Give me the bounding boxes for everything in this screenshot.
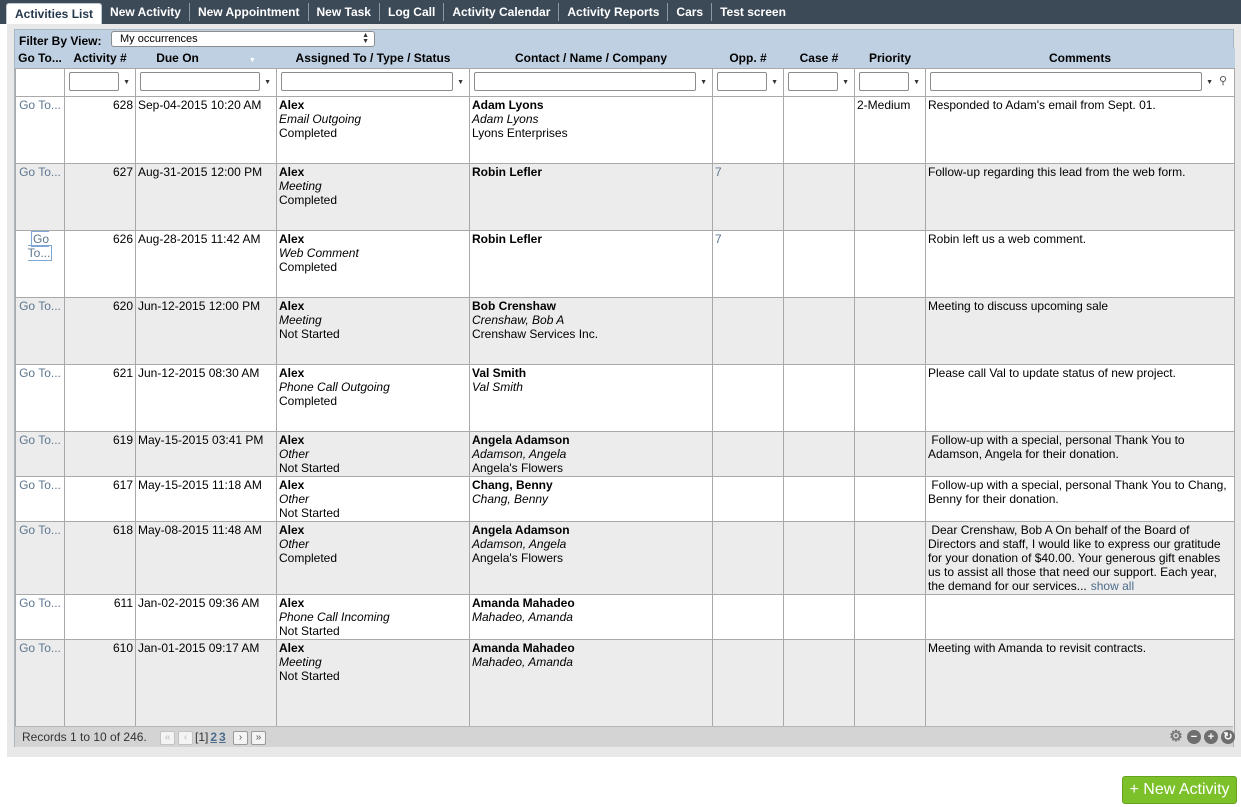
activity-type: Meeting — [279, 654, 322, 669]
comment-cell — [926, 163, 1235, 230]
assigned-cell — [277, 431, 470, 476]
goto-link[interactable]: Go To... — [19, 97, 61, 112]
prev-page-button[interactable]: ‹ — [178, 731, 193, 745]
assigned-to: Alex — [279, 595, 305, 610]
col-case[interactable]: Case # — [784, 48, 855, 68]
contact: Chang, Benny — [472, 477, 553, 492]
contact-name: Crenshaw, Bob A — [472, 312, 565, 327]
activity-num: 618 — [65, 521, 136, 594]
pager-bar — [15, 726, 1233, 747]
contact-name: Mahadeo, Amanda — [472, 654, 573, 669]
goto-cell — [16, 521, 65, 594]
contact-cell — [470, 431, 713, 476]
activities-table — [15, 48, 1235, 735]
due-on: Jan-02-2015 09:36 AM — [136, 594, 277, 639]
goto-link[interactable]: Go To... — [19, 595, 61, 610]
comment-cell — [926, 476, 1235, 521]
sort-desc-icon: ▼ — [248, 56, 256, 64]
comment-cell — [926, 364, 1235, 431]
activity-status: Not Started — [279, 326, 340, 341]
contact-cell — [470, 639, 713, 734]
table-row — [16, 297, 1235, 364]
tab-new-activity[interactable]: New Activity — [102, 3, 190, 21]
comment: Follow-up regarding this lead from the web form. — [928, 164, 1186, 179]
contact-cell — [470, 230, 713, 297]
assigned-to: Alex — [279, 432, 305, 447]
plus-icon[interactable]: + — [1204, 730, 1218, 744]
contact: Angela Adamson — [472, 432, 570, 447]
tab-activities-list[interactable]: Activities List — [6, 3, 102, 24]
assigned-cell — [277, 163, 470, 230]
goto-cell — [16, 163, 65, 230]
comment: Follow-up with a special, personal Thank You to Chang, Benny for their donation. — [928, 477, 1230, 506]
filter-row — [16, 68, 1235, 96]
filter-cell — [926, 68, 1235, 96]
company: Angela's Flowers — [472, 550, 563, 565]
case-num — [784, 297, 855, 364]
filter-cell — [136, 68, 277, 96]
case-num — [784, 639, 855, 734]
assigned-cell — [277, 639, 470, 734]
contact: Amanda Mahadeo — [472, 640, 575, 655]
filter-cell — [65, 68, 136, 96]
due-on: Jun-12-2015 08:30 AM — [136, 364, 277, 431]
filter-cell — [713, 68, 784, 96]
assigned-cell — [277, 364, 470, 431]
activity-status: Completed — [279, 125, 338, 140]
table-row — [16, 431, 1235, 476]
col-assigned[interactable]: Assigned To / Type / Status — [277, 48, 470, 68]
grid-panel — [7, 24, 1241, 757]
contact: Adam Lyons — [472, 97, 544, 112]
contact: Robin Lefler — [472, 231, 543, 246]
activity-num: 620 — [65, 297, 136, 364]
company: Crenshaw Services Inc. — [472, 326, 599, 341]
activity-num: 626 — [65, 230, 136, 297]
contact-cell — [470, 163, 713, 230]
filter-cell — [855, 68, 926, 96]
refresh-icon[interactable]: ↻ — [1221, 730, 1235, 744]
comment-cell — [926, 639, 1235, 734]
table-row — [16, 476, 1235, 521]
contact: Amanda Mahadeo — [472, 595, 575, 610]
due-on: Jun-12-2015 12:00 PM — [136, 297, 277, 364]
assigned-to: Alex — [279, 231, 305, 246]
case-num — [784, 364, 855, 431]
last-page-button[interactable]: » — [251, 731, 266, 745]
contact-cell — [470, 364, 713, 431]
chevron-down-icon[interactable]: ▼ — [771, 78, 778, 86]
comment: Dear Crenshaw, Bob A On behalf of the Board of Directors and staff, I would like to express our gratitude for your donation of $40.00. Your generous gift enables us to assist all those that need our support. Each year, the demand for our services... — [928, 522, 1224, 593]
activity-status: Not Started — [279, 505, 340, 520]
activity-num: 628 — [65, 96, 136, 163]
goto-cell — [16, 431, 65, 476]
goto-cell — [16, 476, 65, 521]
activity-type: Meeting — [279, 178, 322, 193]
view-select[interactable] — [111, 31, 375, 47]
opp-num — [713, 476, 784, 521]
filter-comments[interactable] — [930, 72, 1227, 91]
tab-bar — [0, 0, 1241, 24]
tab-cars[interactable]: Cars — [668, 3, 712, 21]
chevron-down-icon[interactable]: ▼ — [842, 78, 849, 86]
goto-link[interactable]: Go To... — [19, 477, 61, 492]
case-num — [784, 230, 855, 297]
activity-type: Other — [279, 491, 310, 506]
priority — [855, 297, 926, 364]
comment-cell — [926, 96, 1235, 163]
filter-cell — [277, 68, 470, 96]
tab-activity-calendar[interactable]: Activity Calendar — [444, 3, 559, 21]
goto-link[interactable]: Go To... — [19, 365, 61, 380]
contact-cell — [470, 96, 713, 163]
filter-cell — [784, 68, 855, 96]
contact-name: Adamson, Angela — [472, 446, 567, 461]
chevron-down-icon[interactable]: ▼ — [123, 78, 130, 86]
opp-num — [713, 163, 784, 230]
next-page-button[interactable]: › — [233, 731, 248, 745]
assigned-cell — [277, 96, 470, 163]
goto-link[interactable]: Go To... — [19, 432, 61, 447]
goto-cell — [16, 96, 65, 163]
contact-name: Mahadeo, Amanda — [472, 609, 573, 624]
due-on: May-15-2015 03:41 PM — [136, 431, 277, 476]
priority: 2-Medium — [855, 96, 926, 163]
goto-cell — [16, 230, 65, 297]
contact-cell — [470, 521, 713, 594]
contact: Bob Crenshaw — [472, 298, 557, 313]
col-priority[interactable]: Priority — [855, 48, 926, 68]
table-row — [16, 230, 1235, 297]
assigned-cell — [277, 230, 470, 297]
activity-num: 619 — [65, 431, 136, 476]
table-row — [16, 163, 1235, 230]
priority — [855, 163, 926, 230]
new-activity-button[interactable]: + New Activity — [1122, 776, 1237, 804]
goto-link[interactable]: Go To... — [27, 231, 51, 260]
comment: Follow-up with a special, personal Thank You to Adamson, Angela for their donation. — [928, 432, 1188, 461]
records-count: Records 1 to 10 of 246. — [22, 730, 147, 744]
contact-cell — [470, 297, 713, 364]
contact: Val Smith — [472, 365, 527, 380]
priority — [855, 639, 926, 734]
chevron-down-icon[interactable]: ▼ — [264, 78, 271, 86]
activity-status: Not Started — [279, 460, 340, 475]
contact-cell — [470, 594, 713, 639]
due-on: May-15-2015 11:18 AM — [136, 476, 277, 521]
first-page-button[interactable]: « — [160, 731, 175, 745]
filter-contact[interactable] — [474, 72, 707, 91]
filter-funnel-icon[interactable]: ⚲ — [1218, 74, 1227, 87]
comment-cell — [926, 521, 1235, 594]
activities-grid — [14, 29, 1234, 747]
contact-name: Chang, Benny — [472, 491, 549, 506]
view-select-value: My occurrences — [120, 33, 198, 45]
goto-link[interactable]: Go To... — [19, 640, 61, 655]
page-link-3[interactable]: 3 — [219, 730, 226, 744]
col-due-on[interactable] — [136, 48, 277, 68]
gear-icon[interactable]: ⚙ — [1169, 728, 1183, 745]
activity-type: Email Outgoing — [279, 111, 362, 126]
opp-num — [713, 364, 784, 431]
comment: Robin left us a web comment. — [928, 231, 1087, 246]
opp-num — [713, 431, 784, 476]
activity-num: 617 — [65, 476, 136, 521]
priority — [855, 364, 926, 431]
assigned-to: Alex — [279, 477, 305, 492]
activity-type: Other — [279, 446, 310, 461]
table-row — [16, 96, 1235, 163]
header-row — [16, 48, 1235, 68]
priority — [855, 521, 926, 594]
case-num — [784, 521, 855, 594]
assigned-cell — [277, 476, 470, 521]
opp-num — [713, 594, 784, 639]
updown-arrow-icon: ▲ ▼ — [362, 32, 369, 45]
table-row — [16, 639, 1235, 734]
comment-cell — [926, 230, 1235, 297]
activity-status: Completed — [279, 550, 338, 565]
due-on: Aug-31-2015 12:00 PM — [136, 163, 277, 230]
page-links — [195, 730, 226, 744]
priority — [855, 594, 926, 639]
activity-type: Web Comment — [279, 245, 359, 260]
opp-num — [713, 230, 784, 297]
company: Angela's Flowers — [472, 460, 563, 475]
goto-link[interactable]: Go To... — [19, 522, 61, 537]
goto-link[interactable]: Go To... — [19, 164, 61, 179]
filter-cell-goto — [16, 68, 65, 96]
activity-status: Not Started — [279, 668, 340, 683]
activity-num: 610 — [65, 639, 136, 734]
col-activity-num[interactable]: Activity # — [65, 48, 136, 68]
goto-cell — [16, 594, 65, 639]
case-num — [784, 594, 855, 639]
comment-cell — [926, 297, 1235, 364]
comment-cell — [926, 431, 1235, 476]
current-page: [1] — [195, 730, 209, 744]
due-on: Sep-04-2015 10:20 AM — [136, 96, 277, 163]
due-on: Jan-01-2015 09:17 AM — [136, 639, 277, 734]
filter-cell — [470, 68, 713, 96]
assigned-to: Alex — [279, 298, 305, 313]
col-comments[interactable]: Comments — [926, 48, 1235, 68]
chevron-down-icon[interactable]: ▼ — [700, 78, 707, 86]
activity-type: Phone Call Incoming — [279, 609, 390, 624]
activity-num: 627 — [65, 163, 136, 230]
tab-activity-reports[interactable]: Activity Reports — [559, 3, 668, 21]
opp-num — [713, 96, 784, 163]
opp-num — [713, 297, 784, 364]
due-on: May-08-2015 11:48 AM — [136, 521, 277, 594]
assigned-cell — [277, 521, 470, 594]
activity-status: Completed — [279, 259, 338, 274]
table-row — [16, 364, 1235, 431]
assigned-to: Alex — [279, 365, 305, 380]
contact-name: Adamson, Angela — [472, 536, 567, 551]
goto-cell — [16, 364, 65, 431]
goto-cell — [16, 639, 65, 734]
chevron-down-icon[interactable]: ▼ — [913, 78, 920, 86]
case-num — [784, 96, 855, 163]
activity-status: Completed — [279, 192, 338, 207]
table-row — [16, 521, 1235, 594]
assigned-to: Alex — [279, 522, 305, 537]
case-num — [784, 431, 855, 476]
filter-assigned[interactable] — [281, 72, 464, 91]
col-contact[interactable]: Contact / Name / Company — [470, 48, 713, 68]
goto-link[interactable]: Go To... — [19, 298, 61, 313]
due-on: Aug-28-2015 11:42 AM — [136, 230, 277, 297]
filter-due-on[interactable] — [140, 72, 271, 91]
contact: Angela Adamson — [472, 522, 570, 537]
filter-label: Filter By View: — [19, 34, 102, 48]
company: Lyons Enterprises — [472, 125, 568, 140]
table-row — [16, 594, 1235, 639]
activity-status: Completed — [279, 393, 338, 408]
opp-link[interactable]: 7 — [715, 164, 722, 179]
activity-num: 621 — [65, 364, 136, 431]
case-num — [784, 163, 855, 230]
case-num — [784, 476, 855, 521]
assigned-to: Alex — [279, 640, 305, 655]
tab-new-task[interactable]: New Task — [309, 3, 380, 21]
filter-priority[interactable] — [859, 72, 920, 91]
col-goto[interactable]: Go To... — [16, 48, 65, 68]
assigned-cell — [277, 594, 470, 639]
comment: Meeting to discuss upcoming sale — [928, 298, 1109, 313]
activity-type: Other — [279, 536, 310, 551]
filter-activity-num[interactable] — [69, 72, 130, 91]
chevron-down-icon[interactable]: ▼ — [1206, 78, 1213, 86]
tab-log-call[interactable]: Log Call — [380, 3, 444, 21]
minus-icon[interactable]: − — [1187, 730, 1201, 744]
goto-cell — [16, 297, 65, 364]
page-link-2[interactable]: 2 — [210, 730, 218, 744]
contact-name: Adam Lyons — [472, 111, 539, 126]
assigned-to: Alex — [279, 97, 305, 112]
comment: Responded to Adam's email from Sept. 01. — [928, 97, 1156, 112]
chevron-down-icon[interactable]: ▼ — [457, 78, 464, 86]
opp-num — [713, 521, 784, 594]
priority — [855, 230, 926, 297]
comment: Meeting with Amanda to revisit contracts. — [928, 640, 1147, 655]
col-due-on-label: Due On — [156, 50, 199, 65]
opp-num — [713, 639, 784, 734]
show-all-link[interactable]: show all — [1090, 578, 1135, 593]
comment-cell — [926, 594, 1235, 639]
activity-type: Phone Call Outgoing — [279, 379, 390, 394]
filter-case[interactable] — [788, 72, 849, 91]
tab-new-appointment[interactable]: New Appointment — [190, 3, 309, 21]
contact: Robin Lefler — [472, 164, 543, 179]
activity-status: Not Started — [279, 623, 340, 638]
priority — [855, 476, 926, 521]
filter-opp[interactable] — [717, 72, 778, 91]
assigned-cell — [277, 297, 470, 364]
comment: Please call Val to update status of new project. — [928, 365, 1176, 380]
col-opp[interactable]: Opp. # — [713, 48, 784, 68]
contact-cell — [470, 476, 713, 521]
contact-name: Val Smith — [472, 379, 523, 394]
activity-type: Meeting — [279, 312, 322, 327]
opp-link[interactable]: 7 — [715, 231, 722, 246]
tab-test-screen[interactable]: Test screen — [720, 5, 786, 19]
activity-num: 611 — [65, 594, 136, 639]
priority — [855, 431, 926, 476]
assigned-to: Alex — [279, 164, 305, 179]
